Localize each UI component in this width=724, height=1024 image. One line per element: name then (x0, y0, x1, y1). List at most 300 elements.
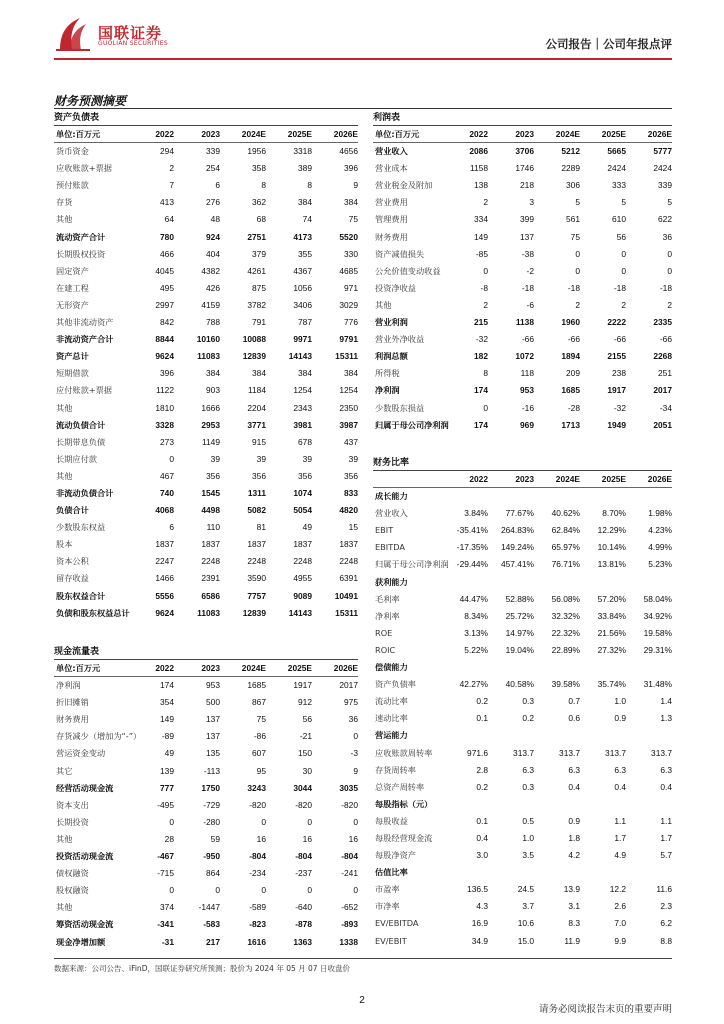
cell-value: 30 (302, 765, 312, 776)
table-row (373, 830, 672, 847)
cell-value: 2343 (293, 402, 312, 413)
cell-value: 5 (621, 197, 626, 208)
cell-value: 218 (520, 180, 534, 191)
cell-value: 0.9 (614, 713, 626, 724)
cell-value: -804 (249, 851, 266, 862)
table-row (373, 417, 672, 434)
row-label: 所得税 (375, 368, 400, 379)
cell-value: 77.67% (505, 508, 534, 519)
table-row (54, 468, 358, 485)
row-label: 投资活动现金流 (56, 851, 114, 862)
cell-value: 355 (298, 248, 312, 259)
cell-value: 52.88% (505, 593, 534, 604)
cell-value: 389 (298, 163, 312, 174)
cell-value: 500 (206, 697, 220, 708)
cell-value: 1.3 (660, 713, 672, 724)
column-header-year: 2025E (287, 129, 312, 139)
cell-value: 379 (252, 248, 266, 259)
cell-value: 5520 (339, 231, 358, 242)
row-label: 少数股东权益 (56, 522, 106, 533)
cell-value: 953 (520, 385, 534, 396)
cell-value: 2997 (155, 299, 174, 310)
cell-value: -583 (203, 919, 220, 930)
table-row (373, 280, 672, 297)
table-row (373, 314, 672, 331)
cell-value: 330 (344, 248, 358, 259)
cell-value: 2 (575, 299, 580, 310)
row-label: 其它 (56, 765, 73, 776)
cell-value: 1837 (339, 539, 358, 550)
row-label: 现金净增加额 (56, 936, 106, 947)
cell-value: 1072 (515, 351, 534, 362)
table-row (54, 934, 358, 951)
row-label: 预付账款 (56, 180, 89, 191)
row-label: 市净率 (375, 901, 400, 912)
cell-value: 3.84% (464, 508, 488, 519)
cell-value: 864 (206, 868, 220, 879)
cell-value: 2.3 (660, 901, 672, 912)
cell-value: 8 (483, 368, 488, 379)
column-header-year: 2023 (201, 663, 220, 673)
cell-value: 4173 (293, 231, 312, 242)
cell-value: 2017 (653, 385, 672, 396)
cell-value: 467 (160, 470, 174, 481)
row-label: 留存收益 (56, 573, 89, 584)
cell-value: 1138 (515, 317, 534, 328)
cell-value: 56.08% (551, 593, 580, 604)
cell-value: 3243 (247, 782, 266, 793)
cell-value: 2350 (339, 402, 358, 413)
cell-value: 137 (206, 731, 220, 742)
cell-value: 356 (206, 470, 220, 481)
table-row (54, 382, 358, 399)
section-row (373, 727, 672, 744)
row-label: 每股指标（元） (375, 798, 433, 809)
cell-value: 9971 (293, 334, 312, 345)
cell-value: -640 (295, 902, 312, 913)
cell-value: 1122 (155, 385, 174, 396)
cell-value: 3.0 (476, 850, 488, 861)
table-row (373, 779, 672, 796)
cell-value: 2 (621, 299, 626, 310)
cell-value: 354 (160, 697, 174, 708)
cell-value: 49 (164, 748, 174, 759)
cell-value: 0 (483, 402, 488, 413)
cell-value: -341 (157, 919, 174, 930)
table-row (373, 710, 672, 727)
cell-value: 3.1 (568, 901, 580, 912)
cell-value: -32 (475, 334, 488, 345)
cell-value: 2248 (293, 556, 312, 567)
cell-value: 5665 (607, 146, 626, 157)
cell-value: 384 (206, 368, 220, 379)
cell-value: 57.20% (597, 593, 626, 604)
section-title: 财务预测摘要 (54, 94, 127, 108)
cell-value: -893 (341, 919, 358, 930)
column-header-year: 2026E (333, 663, 358, 673)
cell-value: -652 (341, 902, 358, 913)
cell-value: 2 (667, 299, 672, 310)
cell-value: 273 (160, 436, 174, 447)
cell-value: 150 (298, 748, 312, 759)
table-row (54, 745, 358, 762)
cell-value: 0 (307, 885, 312, 896)
cell-value: 1837 (155, 539, 174, 550)
cell-value: 5 (575, 197, 580, 208)
cell-value: -29.44% (456, 559, 488, 570)
cell-value: 0 (483, 265, 488, 276)
cell-value: -823 (249, 919, 266, 930)
table-row (54, 211, 358, 228)
cell-value: 1311 (247, 487, 266, 498)
page-number: 2 (359, 995, 365, 1006)
cell-value: 313.7 (651, 747, 672, 758)
cell-value: 21.56% (597, 627, 626, 638)
cell-value: 3406 (293, 299, 312, 310)
cell-value: 1750 (201, 782, 220, 793)
cell-value: 1363 (293, 936, 312, 947)
cell-value: 9089 (293, 590, 312, 601)
row-label: 营业成本 (375, 163, 408, 174)
cell-value: 2 (483, 197, 488, 208)
cell-value: 975 (344, 697, 358, 708)
row-label: 流动比率 (375, 696, 408, 707)
column-header-unit: 单位:百万元 (375, 129, 420, 139)
cell-value: 149 (160, 714, 174, 725)
table-row (54, 570, 358, 587)
cell-value: 1074 (293, 487, 312, 498)
row-label: 营运能力 (375, 730, 408, 741)
row-label: 获利能力 (375, 576, 408, 587)
cell-value: 1.7 (614, 832, 626, 843)
column-header-year: 2025E (287, 663, 312, 673)
cell-value: 0.4 (614, 781, 626, 792)
cell-value: -35.41% (456, 525, 488, 536)
cell-value: 953 (206, 680, 220, 691)
cell-value: -820 (249, 799, 266, 810)
cell-value: 3318 (293, 146, 312, 157)
cell-value: 8 (307, 180, 312, 191)
cell-value: -729 (203, 799, 220, 810)
cell-value: 139 (160, 765, 174, 776)
cell-value: 12839 (242, 351, 266, 362)
cell-value: 356 (344, 470, 358, 481)
table-row (54, 297, 358, 314)
row-label: EV/EBIT (375, 935, 407, 946)
cell-value: 2248 (201, 556, 220, 567)
table-row (373, 881, 672, 898)
cell-value: 1917 (293, 680, 312, 691)
cell-value: 1149 (201, 436, 220, 447)
cell-value: 2 (483, 299, 488, 310)
table-row (54, 916, 358, 933)
cell-value: -31 (161, 936, 174, 947)
cell-value: -6 (526, 299, 534, 310)
cell-value: 39 (210, 453, 220, 464)
cell-value: 2248 (247, 556, 266, 567)
cell-value: 7757 (247, 590, 266, 601)
row-label: 营业收入 (375, 508, 408, 519)
cell-value: 33.84% (597, 610, 626, 621)
cell-value: 4261 (247, 265, 266, 276)
row-label: 负债合计 (56, 505, 89, 516)
row-label: 偿债能力 (375, 662, 408, 673)
cell-value: 12839 (242, 607, 266, 618)
cell-value: 0 (261, 885, 266, 896)
column-header-year: 2022 (155, 663, 174, 673)
table-title: 资产负债表 (54, 112, 358, 126)
cell-value: 3 (529, 197, 534, 208)
cell-value: 339 (658, 180, 672, 191)
table-row (373, 933, 672, 950)
cell-value: 75 (570, 231, 580, 242)
cell-value: 13.9 (563, 884, 580, 895)
cell-value: 15311 (335, 351, 358, 362)
cell-value: 971.6 (467, 747, 488, 758)
cell-value: 81 (256, 522, 266, 533)
cell-value: 11.6 (656, 884, 672, 895)
row-label: 营运资金变动 (56, 748, 106, 759)
column-header-unit: 单位:百万元 (56, 129, 101, 139)
cell-value: 42.27% (459, 679, 488, 690)
cell-value: 384 (344, 368, 358, 379)
table-row (373, 365, 672, 382)
cell-value: 313.7 (559, 747, 580, 758)
cell-value: 6 (169, 522, 174, 533)
row-label: 折旧摊销 (56, 697, 89, 708)
table-row (54, 848, 358, 865)
table-title: 利润表 (373, 112, 672, 126)
cell-value: 384 (298, 368, 312, 379)
cell-value: 384 (252, 368, 266, 379)
table-row (373, 522, 672, 539)
row-label: 存货周转率 (375, 764, 416, 775)
cell-value: 2 (169, 163, 174, 174)
row-label: 投资净收益 (375, 282, 416, 293)
cell-value: 5054 (293, 505, 312, 516)
cell-value: 149 (474, 231, 488, 242)
cell-value: 1837 (293, 539, 312, 550)
cell-value: 4.3 (476, 901, 488, 912)
table-row (54, 831, 358, 848)
cell-value: 622 (658, 214, 672, 225)
cell-value: 4.99% (648, 542, 672, 553)
cell-value: 313.7 (513, 747, 534, 758)
cell-value: -804 (295, 851, 312, 862)
table-row (54, 588, 358, 605)
cell-value: 3328 (155, 419, 174, 430)
column-header-year: 2025E (601, 474, 626, 484)
cell-value: -28 (567, 402, 580, 413)
row-label: 成长能力 (375, 491, 408, 502)
row-label: 每股经营现金流 (375, 832, 433, 843)
cell-value: 3.5 (522, 850, 534, 861)
cell-value: -715 (157, 868, 174, 879)
table-title: 财务比率 (373, 457, 672, 471)
row-label: ROIC (375, 644, 396, 655)
row-label: EBIT (375, 525, 394, 536)
table-row (373, 642, 672, 659)
table-row (373, 625, 672, 642)
cell-value: 254 (206, 163, 220, 174)
table-row (54, 485, 358, 502)
cell-value: 3987 (339, 419, 358, 430)
cell-value: 842 (160, 317, 174, 328)
cell-value: 1666 (201, 402, 220, 413)
table-row (373, 297, 672, 314)
header-divider (54, 58, 672, 60)
cell-value: 75 (256, 714, 266, 725)
table-row (54, 314, 358, 331)
cell-value: 19.58% (643, 627, 672, 638)
cell-value: 217 (206, 936, 220, 947)
cell-value: 19.04% (505, 644, 534, 655)
cell-value: 9.9 (614, 935, 626, 946)
cell-value: 1960 (561, 317, 580, 328)
cell-value: 0 (667, 248, 672, 259)
cell-value: 9791 (339, 334, 358, 345)
table-row (373, 813, 672, 830)
cell-value: 4498 (201, 505, 220, 516)
cell-value: -18 (613, 282, 626, 293)
cell-value: -18 (521, 282, 534, 293)
cell-value: 1837 (201, 539, 220, 550)
cell-value: 2424 (607, 163, 626, 174)
cell-value: -89 (161, 731, 174, 742)
row-label: 其他非流动资产 (56, 317, 114, 328)
cell-value: 5.23% (648, 559, 672, 570)
cell-value: 65.97% (551, 542, 580, 553)
cell-value: 6.3 (568, 764, 580, 775)
row-label: 利润总额 (375, 351, 408, 362)
cell-value: 362 (252, 197, 266, 208)
table-row (373, 211, 672, 228)
row-label: 估值比率 (375, 867, 408, 878)
cell-value: 4955 (293, 573, 312, 584)
row-label: 净利率 (375, 610, 400, 621)
table-row (373, 382, 672, 399)
table-row (54, 899, 358, 916)
row-label: 筹资活动现金流 (56, 919, 114, 930)
cell-value: 1.4 (660, 696, 672, 707)
cell-value: 137 (520, 231, 534, 242)
cell-value: 1254 (339, 385, 358, 396)
cell-value: 4068 (155, 505, 174, 516)
cell-value: 5212 (561, 146, 580, 157)
table-row (373, 847, 672, 864)
row-label: 股权融资 (56, 885, 89, 896)
row-label: 管理费用 (375, 214, 408, 225)
cell-value: 4.9 (614, 850, 626, 861)
table-header-row (373, 471, 672, 488)
section-row (373, 488, 672, 505)
row-label: 应收账款+票据 (56, 163, 112, 174)
cell-value: 426 (206, 282, 220, 293)
column-header-year: 2023 (515, 474, 534, 484)
cell-value: 76.71% (551, 559, 580, 570)
cell-value: 4159 (201, 299, 220, 310)
cell-value: 0 (353, 731, 358, 742)
cell-value: -18 (659, 282, 672, 293)
cell-value: 3.13% (464, 627, 488, 638)
table-row (54, 865, 358, 882)
cell-value: -820 (341, 799, 358, 810)
cell-value: 0 (621, 248, 626, 259)
cell-value: 59 (210, 833, 220, 844)
row-label: 长期股权投资 (56, 248, 106, 259)
table-row (54, 331, 358, 348)
cell-value: 174 (160, 680, 174, 691)
cell-value: 264.83% (500, 525, 534, 536)
row-label: 每股净资产 (375, 850, 416, 861)
table-row (54, 417, 358, 434)
cell-value: -280 (203, 816, 220, 827)
cell-value: 14143 (288, 607, 312, 618)
cell-value: 4685 (339, 265, 358, 276)
cell-value: 1545 (201, 487, 220, 498)
cell-value: 16 (348, 833, 358, 844)
cell-value: 5 (667, 197, 672, 208)
row-label: 公允价值变动收益 (375, 265, 441, 276)
cell-value: 58.04% (643, 593, 672, 604)
cell-value: 4656 (339, 146, 358, 157)
cell-value: 7 (169, 180, 174, 191)
cell-value: 495 (160, 282, 174, 293)
section-row (373, 796, 672, 813)
cell-value: 2.6 (614, 901, 626, 912)
row-label: 营业收入 (375, 146, 408, 157)
cell-value: 2248 (339, 556, 358, 567)
cell-value: 1.0 (522, 832, 534, 843)
row-label: 其他 (56, 402, 73, 413)
table-row (54, 365, 358, 382)
cell-value: 9 (353, 765, 358, 776)
cell-value: -66 (567, 334, 580, 345)
cell-value: 1685 (561, 385, 580, 396)
row-label: 少数股东损益 (375, 402, 425, 413)
cell-value: 969 (520, 419, 534, 430)
cell-value: 0 (621, 265, 626, 276)
table-row (373, 263, 672, 280)
row-label: 总资产周转率 (375, 781, 425, 792)
cell-value: 3.7 (522, 901, 534, 912)
cell-value: 5.7 (660, 850, 672, 861)
cell-value: 0 (169, 816, 174, 827)
row-label: 净利润 (375, 385, 400, 396)
cell-value: 15 (348, 522, 358, 533)
row-label: 营业外净收益 (375, 334, 425, 345)
row-label: 存货 (56, 197, 73, 208)
cell-value: 16 (302, 833, 312, 844)
table-row (54, 519, 358, 536)
cell-value: 138 (474, 180, 488, 191)
cell-value: 0 (261, 816, 266, 827)
cell-value: 915 (252, 436, 266, 447)
cell-value: 0 (575, 265, 580, 276)
cell-value: 1254 (293, 385, 312, 396)
cell-value: 8.70% (602, 508, 626, 519)
cell-value: 6.3 (522, 764, 534, 775)
table-row (373, 229, 672, 246)
cell-value: -467 (157, 851, 174, 862)
cell-value: 1466 (155, 573, 174, 584)
cell-value: 64 (164, 214, 174, 225)
cell-value: 2289 (561, 163, 580, 174)
row-label: 经营活动现金流 (56, 782, 114, 793)
row-label: 其他 (56, 902, 73, 913)
cell-value: 971 (344, 282, 358, 293)
table-row (373, 539, 672, 556)
